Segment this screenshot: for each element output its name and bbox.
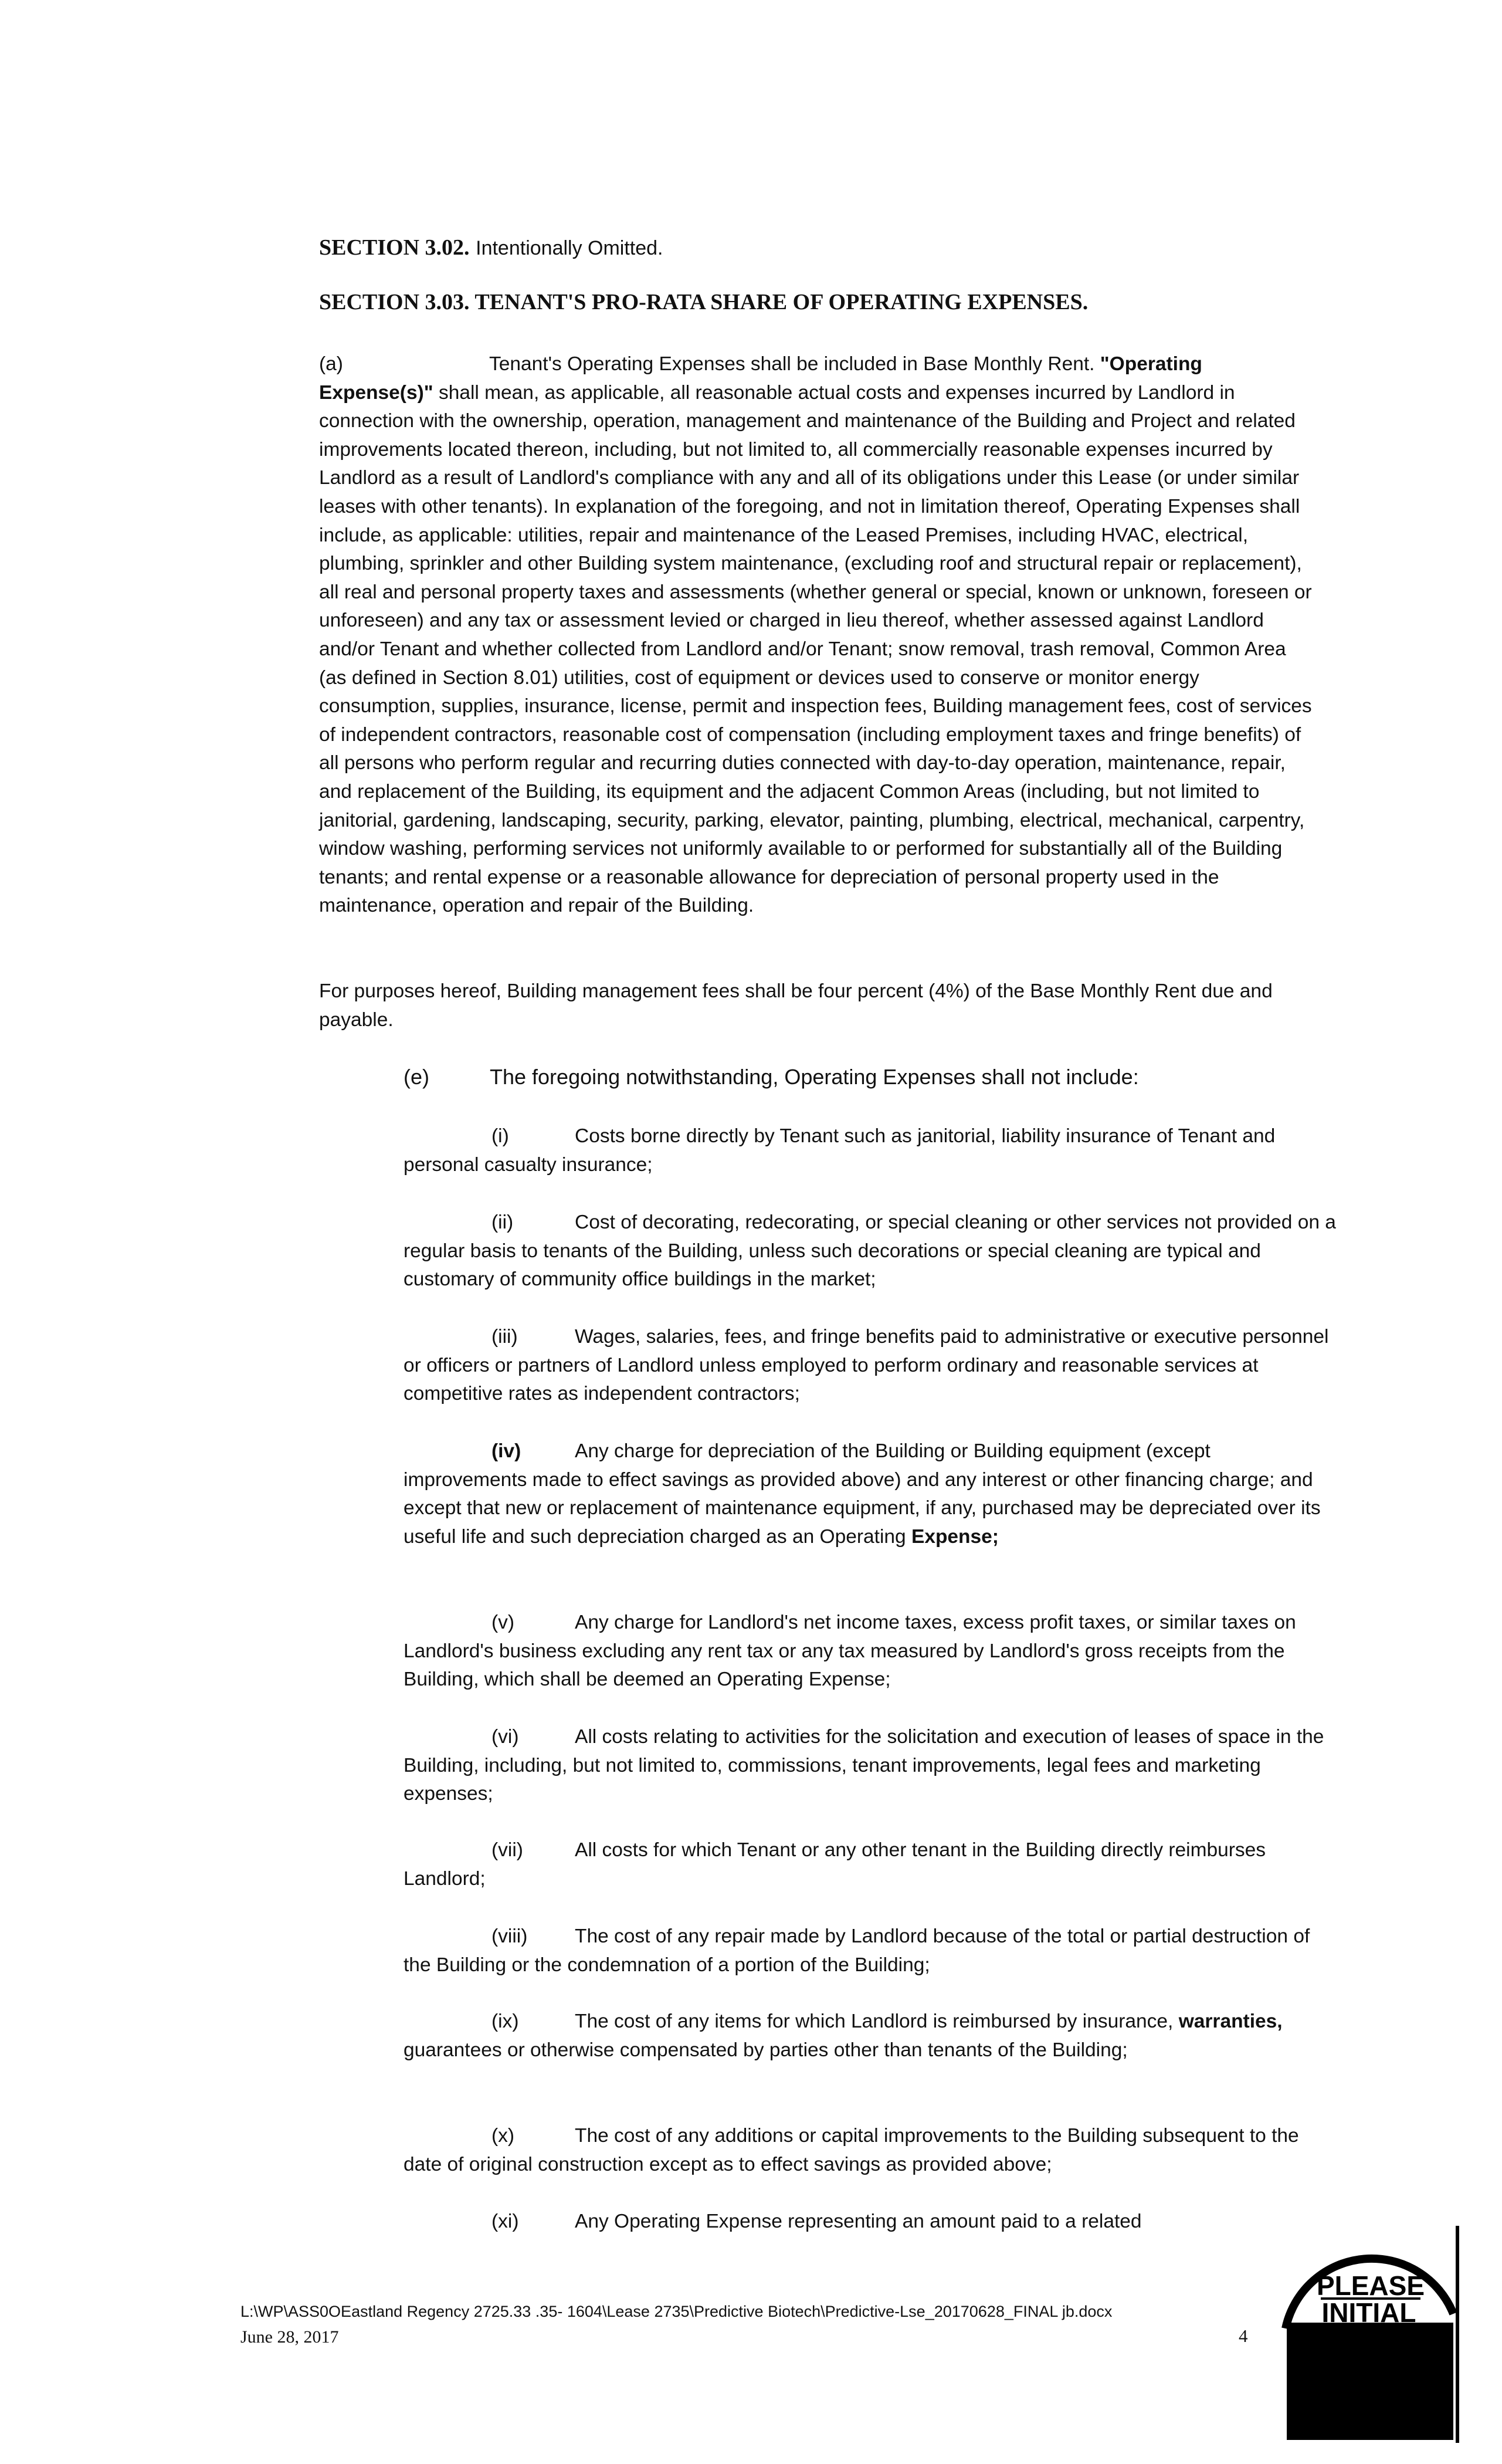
exclusion-item-xi-text: Any Operating Expense representing an amount paid to a related (575, 2211, 1142, 2232)
exclusion-item-xi-label: (xi) (491, 2211, 519, 2232)
exclusion-item-ix-rest: guarantees or otherwise compensated by parties other than tenants of the Building; (404, 2039, 1128, 2061)
section-302-heading (319, 235, 663, 260)
exclusion-item-vi-text: All costs relating to activities for the solicitation and execution of leases of space in the Building, including, but not limited to, commissions, tenant improvements, legal fees and marketing expenses; (404, 1726, 1324, 1805)
exclusion-item-ii-label: (ii) (491, 1211, 514, 1233)
exclusion-item-viii-label: (viii) (491, 1925, 528, 1947)
paragraph-a-body: shall mean, as applicable, all reasonable actual costs and expenses incurred by Landlord in connection with the ownership, operation, management and maintenance of the Building and Project and related improvements located thereon, including, but not limited to, all commercially reasonable expenses incurred by Landlord as a result of Landlord's compliance with any and all of its obligations under this Lease (or under similar leases with other tenants). In explanation of the foregoing, and not in limitation thereof, Operating Expenses shall include, as applicable: utilities, repair and maintenance of the Leased Premises, including HVAC, electrical, plumbing, sprinkler and other Building system maintenance, (excluding roof and structural repair or replacement), all real and personal property taxes and assessments (whether general or special, known or unknown, foreseen or unforeseen) and any tax or assessment levied or charged in lieu thereof, whether assessed against Landlord and/or Tenant and whether collected from Landlord and/or Tenant; snow removal, trash removal, Common Area (as defined in Section 8.01) utilities, cost of equipment or devices used to conserve or monitor energy consumption, supplies, insurance, license, permit and inspection fees, Building management fees, cost of services of independent contractors, reasonable cost of compensation (including employment taxes and fringe benefits) of all persons who perform regular and recurring duties connected with day-to-day operation, maintenance, repair, and replacement of the Building, its equipment and the adjacent Common Areas (including, but not limited to janitorial, gardening, landscaping, security, parking, elevator, painting, plumbing, electrical, mechanical, carpentry, window washing, performing services not uniformly available to or performed for substantially all of the Building tenants; and rental expense or a reasonable allowance for depreciation of personal property used in the maintenance, operation and repair of the Building. (319, 381, 1312, 917)
exclusion-item-i-label: (i) (491, 1125, 509, 1147)
operating-expense-term: "Operating Expense(s)" (319, 353, 1202, 404)
exclusion-item-v-text: Any charge for Landlord's net income taxes, excess profit taxes, or similar taxes on Landlord's business excluding any rent tax or any tax measured by Landlord's gross receipts from the Building, which shall be deemed an Operating Expense; (404, 1612, 1296, 1691)
exclusion-item-viii-text: The cost of any repair made by Landlord because of the total or partial destruction of the Building or the condemnation of a portion of the Building; (404, 1925, 1310, 1976)
exclusion-item-iii-label: (iii) (491, 1326, 518, 1348)
exclusion-item-xi (404, 2208, 1336, 2236)
exclusion-item-iii (404, 1323, 1336, 1409)
exclusion-item-v (404, 1609, 1336, 1694)
exclusion-item-vii-label: (vii) (491, 1839, 523, 1861)
exclusion-item-iii-text: Wages, salaries, fees, and fringe benefits paid to administrative or executive personnel or officers or partners of Landlord unless employed to perform ordinary and reasonable services at competitive rates as independent contractors; (404, 1326, 1329, 1405)
exclusion-item-vii-text: All costs for which Tenant or any other tenant in the Building directly reimburses Landlord; (404, 1839, 1266, 1890)
exclusion-item-x (404, 2122, 1336, 2179)
stamp-line-please: PLEASE (1316, 2270, 1425, 2301)
please-initial-stamp (1280, 2226, 1462, 2449)
exclusion-item-ix (404, 2008, 1336, 2064)
exclusion-item-ix-text: The cost of any items for which Landlord is reimbursed by insurance, (575, 2011, 1174, 2032)
exclusion-item-ix-label: (ix) (491, 2011, 519, 2032)
paragraph-a (319, 350, 1316, 920)
exclusion-item-v-label: (v) (491, 1612, 515, 1633)
exclusion-item-viii (404, 1923, 1336, 1979)
page-number: 4 (1239, 2326, 1248, 2346)
exclusion-item-ii-text: Cost of decorating, redecorating, or special cleaning or other services not provided on a regular basis to tenants of the Building, unless such decorations or special cleaning are typical and customary of community office buildings in the market; (404, 1211, 1336, 1291)
exclusion-item-i (404, 1122, 1336, 1179)
section-302-number: SECTION 3.02. (319, 235, 470, 260)
paragraph-a-intro: Tenant's Operating Expenses shall be included in Base Monthly Rent. (489, 353, 1095, 375)
paragraph-e-text: The foregoing notwithstanding, Operating Expenses shall not include: (490, 1065, 1139, 1089)
please-initial-stamp-graphic (1280, 2226, 1462, 2449)
section-303-heading: SECTION 3.03. TENANT'S PRO-RATA SHARE OF OPERATING EXPENSES. (319, 290, 1089, 314)
paragraph-a-label: (a) (319, 353, 343, 375)
exclusion-item-x-label: (x) (491, 2125, 515, 2147)
footer-date: June 28, 2017 (240, 2327, 339, 2347)
section-302-title: Intentionally Omitted. (476, 237, 663, 259)
exclusion-item-iv-label: (iv) (491, 1440, 521, 1462)
footer-file-path: L:\WP\ASS0OEastland Regency 2725.33 .35- 1604\Lease 2735\Predictive Biotech\Predictive-Lse_20170628_FINAL jb.docx (240, 2303, 1113, 2320)
stamp-line-initial: INITIAL (1321, 2297, 1416, 2328)
exclusion-item-iv-tail: Expense; (911, 1525, 999, 1548)
paragraph-e-label: (e) (404, 1065, 429, 1089)
exclusion-item-iv-text: Any charge for depreciation of the Building or Building equipment (except improvements made to effect savings as provided above) and any interest or other financing charge; and except that new or replacement of maintenance equipment, if any, purchased may be depreciated over its useful life and such depreciation charged as an Operating (404, 1440, 1321, 1548)
exclusion-item-vii (404, 1836, 1336, 1893)
exclusion-item-ix-bold: warranties, (1178, 2011, 1283, 2032)
exclusion-item-vi (404, 1723, 1336, 1809)
exclusion-item-ii (404, 1209, 1336, 1294)
exclusion-item-i-text: Costs borne directly by Tenant such as janitorial, liability insurance of Tenant and personal casualty insurance; (404, 1125, 1276, 1176)
exclusion-item-vi-label: (vi) (491, 1726, 519, 1748)
management-fee-sentence: For purposes hereof, Building management fees shall be four percent (4%) of the Base Monthly Rent due and payable. (319, 980, 1273, 1031)
exclusion-item-iv (404, 1437, 1336, 1551)
exclusion-item-x-text: The cost of any additions or capital improvements to the Building subsequent to the date of original construction except as to effect savings as provided above; (404, 2125, 1299, 2175)
